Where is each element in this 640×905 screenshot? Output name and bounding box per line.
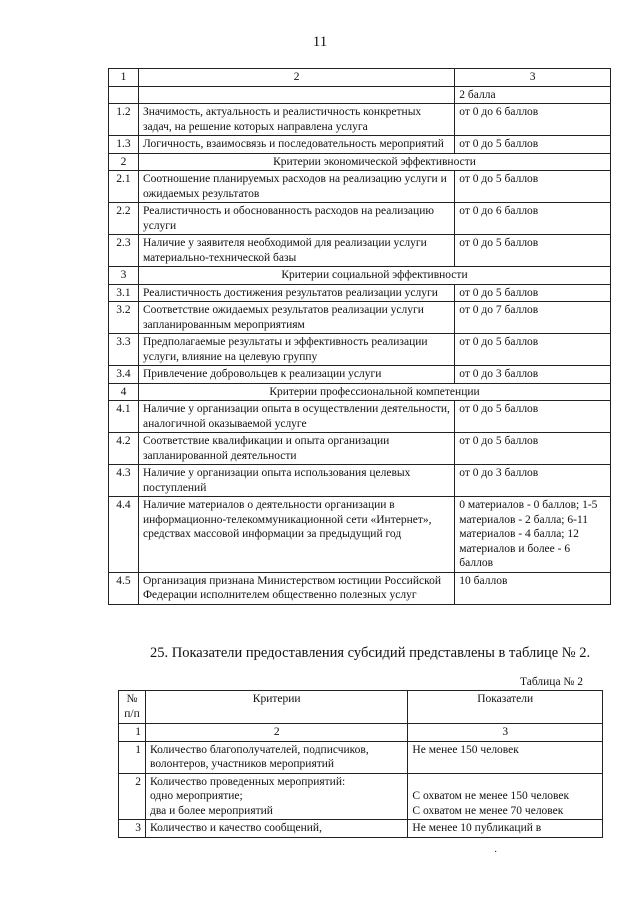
score-text: от 0 до 6 баллов [455,203,611,235]
row-number: 3 [109,267,139,285]
section-title: Критерии социальной эффективности [138,267,610,285]
criterion-text [138,86,454,104]
score-text: от 0 до 7 баллов [455,302,611,334]
criterion-text: Привлечение добровольцев к реализации услуги [138,366,454,384]
row-number: 1.3 [109,136,139,154]
table-header-row [119,691,603,724]
section-title: Критерии профессиональной компетенции [138,383,610,401]
table-row [109,235,611,267]
criterion-text: Логичность, взаимосвязь и последовательность мероприятий [138,136,454,154]
section-title: Критерии экономической эффективности [138,153,610,171]
header-cell: 1 [109,69,139,87]
table-header-row [109,69,611,87]
table-row [109,203,611,235]
criterion-text [145,773,407,820]
indicator-text [408,773,603,820]
criterion-text: Наличие материалов о деятельности организации в информационно-телекоммуникационной сети «Интернет», средствах массовой информации за предыдущий год [138,497,454,573]
page-number: 11 [312,34,328,50]
header-cell: 2 [138,69,454,87]
table-row [109,136,611,154]
criterion-text: Количество и качество сообщений, [145,820,407,838]
row-number: 2.3 [109,235,139,267]
row-number: 1.2 [109,104,139,136]
paragraph-25: 25. Показатели предоставления субсидий представлены в таблице № 2. [150,645,591,661]
row-number: 3.1 [109,284,139,302]
score-text: 2 балла [455,86,611,104]
indicator-line: С охватом не менее 70 человек [412,804,564,817]
indicator-line [412,775,598,790]
table-row [109,86,611,104]
indicator-line: Не менее 10 публикаций в [412,822,542,834]
criterion-text: Реалистичность достижения результатов реализации услуги [138,284,454,302]
table-row [119,820,603,838]
criterion-text: Наличие у организации опыта в осуществлении деятельности, аналогичной оказываемой услуге [138,401,454,433]
criterion-text: Наличие у заявителя необходимой для реализации услуги материально-технической базы [138,235,454,267]
score-text: от 0 до 5 баллов [455,433,611,465]
criterion-line: два и более мероприятий [149,804,273,817]
table-row [109,497,611,573]
indicator-text [408,741,603,773]
table-index-row [119,724,603,742]
table-row [119,741,603,773]
index-cell: 1 [119,724,146,742]
stray-mark: · [494,847,498,858]
section-row [109,267,611,285]
index-cell: 3 [408,724,603,742]
score-text: 0 материалов - 0 баллов; 1-5 материалов - 2 балла; 6-11 материалов - 4 балла; 12 материалов и более - 6 баллов [455,497,611,573]
header-cell: 3 [455,69,611,87]
table-row [109,302,611,334]
header-cell-criteria: Критерии [145,691,407,724]
score-text: от 0 до 5 баллов [455,136,611,154]
criterion-text: Соответствие ожидаемых результатов реализации услуги запланированным мероприятиям [138,302,454,334]
criterion-text: Значимость, актуальность и реалистичность конкретных задач, на решение которых направлена услуга [138,104,454,136]
score-text: от 0 до 5 баллов [455,235,611,267]
index-cell: 2 [145,724,407,742]
score-text: от 0 до 3 баллов [455,465,611,497]
table-row [109,284,611,302]
table-row [109,401,611,433]
row-number: 3.4 [109,366,139,384]
section-row [109,383,611,401]
indicator-line: Не менее 150 человек [412,743,519,756]
row-number: 3 [119,820,146,838]
table-row [109,104,611,136]
score-text: от 0 до 5 баллов [455,284,611,302]
table-caption: Таблица № 2 [520,676,584,688]
table-row [109,334,611,366]
row-number: 3.3 [109,334,139,366]
row-number: 4.3 [109,465,139,497]
score-text: от 0 до 6 баллов [455,104,611,136]
criterion-text: Количество благополучателей, подписчиков, волонтеров, участников мероприятий [145,741,407,773]
criterion-line: Количество проведенных мероприятий: [149,775,346,788]
score-text: от 0 до 3 баллов [455,366,611,384]
indicators-table [118,690,603,838]
row-number: 2.1 [109,171,139,203]
score-text: от 0 до 5 баллов [455,171,611,203]
row-number: 3.2 [109,302,139,334]
indicator-line: С охватом не менее 150 человек [412,790,570,802]
criterion-text: Предполагаемые результаты и эффективность реализации услуги, влияние на целевую группу [138,334,454,366]
row-number: 4 [109,383,139,401]
score-text: 10 баллов [455,572,611,604]
table-row [119,773,603,820]
score-text: от 0 до 5 баллов [455,334,611,366]
row-number: 4.1 [109,401,139,433]
table-row [109,433,611,465]
criterion-text: Организация признана Министерством юстиции Российской Федерации исполнителем общественно полезных услуг [138,572,454,604]
row-number [109,86,139,104]
criterion-line: одно мероприятие; [149,790,243,802]
criterion-text: Реалистичность и обоснованность расходов на реализацию услуги [138,203,454,235]
section-row [109,153,611,171]
row-number: 4.4 [109,497,139,573]
header-cell-indicators: Показатели [408,691,603,724]
row-number: 4.2 [109,433,139,465]
score-text: от 0 до 5 баллов [455,401,611,433]
row-number: 1 [119,741,146,773]
row-number: 4.5 [109,572,139,604]
row-number: 2 [109,153,139,171]
table-row [109,572,611,604]
row-number: 2.2 [109,203,139,235]
table-row [109,171,611,203]
table-row [109,465,611,497]
criterion-text: Соответствие квалификации и опыта организации запланированной деятельности [138,433,454,465]
criteria-table [108,68,611,605]
header-cell-num: № п/п [119,691,146,724]
criterion-text: Соотношение планируемых расходов на реализацию услуги и ожидаемых результатов [138,171,454,203]
row-number: 2 [119,773,146,820]
table-row [109,366,611,384]
indicator-text [408,820,603,838]
criterion-text: Наличие у организации опыта использования целевых поступлений [138,465,454,497]
